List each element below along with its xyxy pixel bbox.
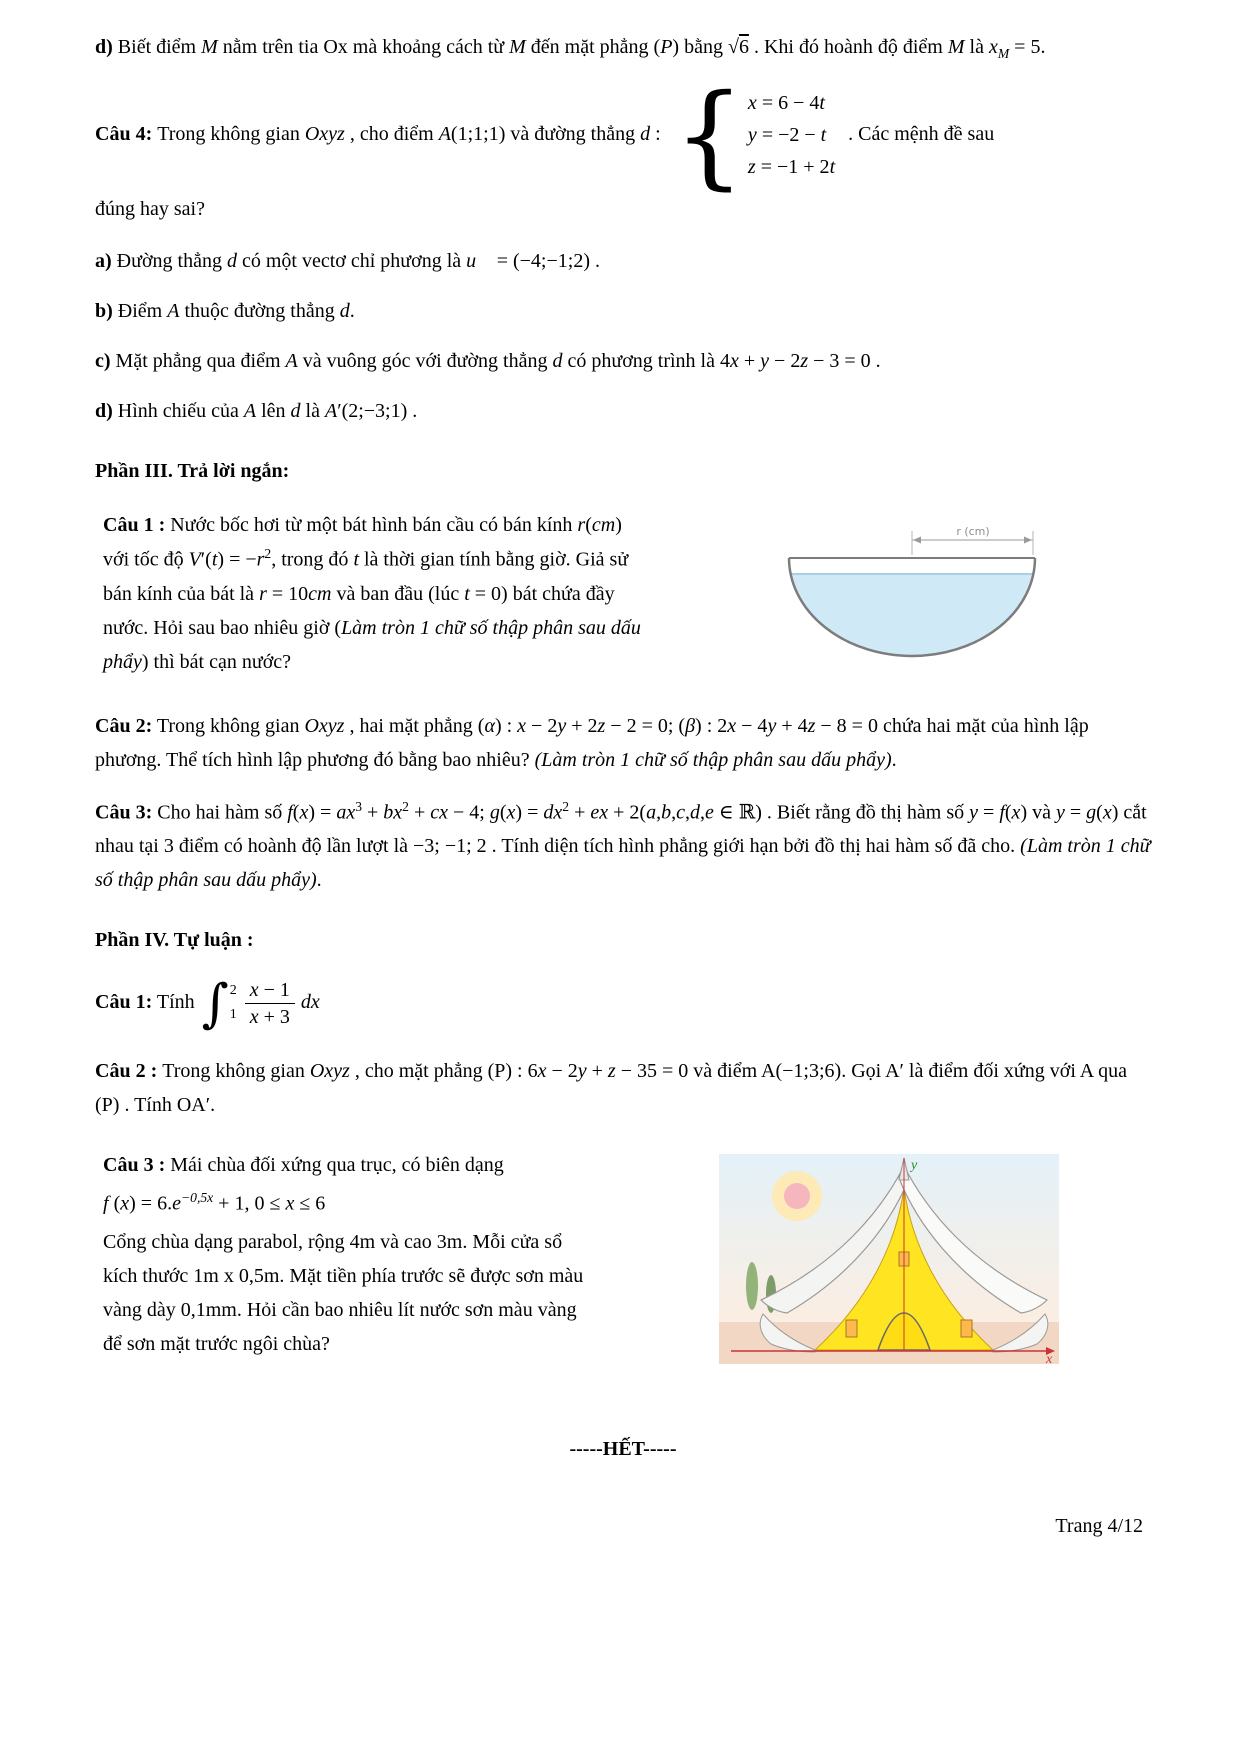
section-3-q3: Câu 3: Cho hai hàm số $f(x) = ax^3 + bx^2$ + cx − 4; $g(x) = dx^2$ + ex + 2(a,b,c,d,e ∈ ℝ) . Biết rằng đồ thị hàm số y = f(x) và y = g(x) cắt nhau tại 3 điểm có hoành độ lần lượt là −3; −1; 2 . Tính diện tích hình phẳng giới hạn bởi đồ thị hai hàm số đã cho. (Làm tròn 1 chữ số thập phân sau dấu phẩy). (95, 798, 1151, 892)
hemisphere-bowl-image (777, 524, 1047, 664)
question-4-b: b) Điểm A thuộc đường thẳng d. (95, 300, 355, 323)
y-axis-label: y (910, 1158, 917, 1174)
question-4-a: a) Đường thẳng d có một vectơ chỉ phương là u⃗ = (−4;−1;2) . (95, 250, 600, 273)
statement-d: d) Biết điểm M nằm trên tia Ox mà khoảng cách từ M đến mặt phẳng (P) bằng √6 . Khi đó hoành độ điểm M là $x_M = 5$. (95, 36, 1046, 61)
section-4-q1: Câu 1: Tính ∫ 2 1 $\frac{x - 1}{x + 3}$ dx (95, 973, 320, 1034)
section-3-q1-row (95, 508, 1151, 695)
pagoda-image (719, 1154, 1059, 1364)
window-left (846, 1320, 857, 1337)
dimension-arrow-right (1024, 537, 1032, 544)
section-4-q2: Câu 2 : Trong không gian Oxyz , cho mặt phẳng (P) : 6x − 2y + z − 35 = 0 và điểm A(−1;3;6). Gọi A′ là điểm đối xứng với A qua (P) . Tính OA′. (95, 1060, 1127, 1117)
tree-left (746, 1262, 758, 1310)
end-marker: -----HẾT----- (569, 1438, 677, 1461)
x-axis-label: x (1045, 1352, 1052, 1365)
question-4-prompt: đúng hay sai? (95, 198, 205, 221)
section-4-q3-text (95, 1148, 600, 1365)
section-4-q3-formula: f $(x) = 6.e^{-0,5x} + 1$, 0 ≤ x ≤ 6 (103, 1190, 326, 1216)
page-number: Trang 4/12 (1055, 1515, 1143, 1537)
section-4-q3-row (95, 1148, 1151, 1365)
section-4-q3-intro: Câu 3 : Mái chùa đối xứng qua trục, có biên dạng (103, 1154, 504, 1177)
section-3-heading: Phần III. Trả lời ngắn: (95, 460, 290, 483)
section-4-heading: Phần IV. Tự luận : (95, 929, 254, 952)
question-4-intro: Câu 4: Trong không gian Oxyz , cho điểm A(1;1;1) và đường thẳng d : { x = 6 − 4t y = −2 − t z = −1 + 2t . Các mệnh đề sau (95, 70, 995, 201)
dimension-arrow-left (913, 537, 921, 544)
sun-icon (784, 1183, 810, 1209)
bowl-radius-label: r (cm) (956, 525, 990, 539)
question-4-d: d) Hình chiếu của A lên d là A′(2;−3;1) . (95, 400, 418, 423)
window-right (961, 1320, 972, 1337)
section-3-q1-text: Câu 1 : Nước bốc hơi từ một bát hình bán cầu có bán kính r(cm) với tốc độ $V'(t) = -r^2$, trong đó t là thời gian tính bằng giờ. Giả sử bán kính của bát là r = 10cm và ban đầu (lúc t = 0) bát chứa đầy nước. Hỏi sau bao nhiêu giờ (Làm tròn 1 chữ số thập phân sau dấu phẩy) thì bát cạn nước? (103, 514, 641, 673)
pagoda-figure (626, 1148, 1151, 1364)
bowl-figure (673, 508, 1151, 664)
section-3-q2: Câu 2: Trong không gian Oxyz , hai mặt phẳng (α) : x − 2y + 2z − 2 = 0; (β) : 2x − 4y + 4z − 8 = 0 chứa hai mặt của hình lập phương. Thể tích hình lập phương đó bằng bao nhiêu? (Làm tròn 1 chữ số thập phân sau dấu phẩy). (95, 714, 1089, 771)
section-4-q3-body: Cổng chùa dạng parabol, rộng 4m và cao 3m. Mỗi cửa sổ kích thước 1m x 0,5m. Mặt tiền phía trước sẽ được sơn màu vàng dày 0,1mm. Hỏi cần bao nhiêu lít nước sơn màu vàng để sơn mặt trước ngôi chùa? (103, 1231, 584, 1356)
question-4-c: c) Mặt phẳng qua điểm A và vuông góc với đường thẳng d có phương trình là 4x + y − 2z − 3 = 0 . (95, 350, 881, 373)
